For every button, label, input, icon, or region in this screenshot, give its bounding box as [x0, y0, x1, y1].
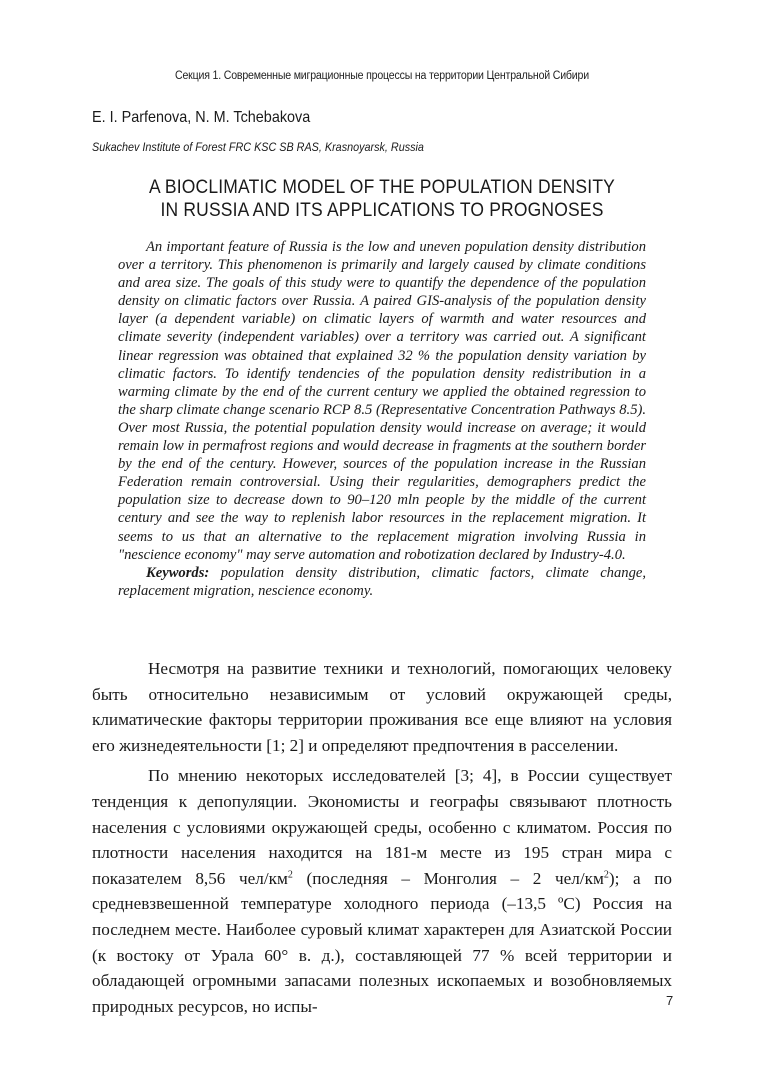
body-paragraph-1: Несмотря на развитие техники и технологий, помогающих человеку быть относительно независимым от условий окружающей среды, климатические факторы территории проживания все еще влияют на условия его жизнедеятельности [1; 2] и определяют предпочтения в расселении.: [92, 659, 672, 755]
paragraph-2-part-2: (последняя – Монголия – 2 чел/км: [292, 868, 604, 888]
title-line-1: A BIOCLIMATIC MODEL OF THE POPULATION DENSITY: [148, 177, 616, 198]
running-head: Секция 1. Современные миграционные процессы на территории Центральной Сибири: [175, 70, 589, 82]
paragraph-2-part-3: ); а по средневзвешенной температуре холодного периода (–13,5 ºС) Россия на последнем месте. Наиболее суровый климат характерен для Азиатской России (к востоку от Урала 60° в. д.), составляющей 77 % всей территории и обладающей огромными запасами полезных ископаемых и возобновляемых природных ресурсов, но испы-: [92, 868, 672, 1016]
paper-title: [0, 176, 764, 222]
title-line-2: IN RUSSIA AND ITS APPLICATIONS TO PROGNOSES: [160, 200, 604, 221]
body-text: [92, 656, 672, 1024]
paragraph-2-part-1: По мнению некоторых исследователей [3; 4], в России существует тенденция к депопуляции. Экономисты и географы связывают плотность населения с условиями окружающей среды, особенно с климатом. Россия по плотности населения находится на 181-м месте из 195 стран мира с показателем 8,56 чел/км: [92, 766, 672, 888]
authors: E. I. Parfenova, N. M. Tchebakova: [92, 109, 311, 126]
keywords-label: Keywords:: [146, 564, 210, 581]
superscript-2: 2: [603, 869, 609, 881]
affiliation: Sukachev Institute of Forest FRC KSC SB RAS, Krasnoyarsk, Russia: [92, 140, 424, 154]
body-paragraph-2: [92, 763, 672, 1019]
keywords: [118, 564, 646, 600]
abstract: [118, 238, 646, 600]
superscript-1: 2: [287, 869, 293, 881]
abstract-text: An important feature of Russia is the low and uneven population density distribution over a territory. This phenomenon is primarily and largely caused by climate conditions and area size. The goals of this study were to quantify the dependence of the population density on climatic factors over Russia. A paired GIS-analysis of the population density layer (a dependent variable) on climatic layers of warmth and water resources and climate severity (independent variables) over a territory was carried out. A significant linear regression was obtained that explained 32 % the population density variation by climatic factors. To identify tendencies of the population density redistribution in a warming climate by the end of the current century we applied the obtained regression to the sharp climate change scenario RCP 8.5 (Representative Concentration Pathways 8.5). Over most Russia, the potential population density would increase on average; it would remain low in permafrost regions and would decrease in fragments at the southern border by the end of the century. However, sources of the population increase in the Russian Federation remain controversial. Using their regularities, demographers predict the population size to decrease down to 90–120 mln people by the middle of the current century and see the way to replenish labor resources in the replacement migration. It seems to us that an alternative to the replacement migration involving Russia in "nescience economy" may serve automation and robotization declared by Industry-4.0.: [118, 239, 646, 563]
keywords-list: population density distribution, climatic factors, climate change, replacement migration, nescience economy.: [118, 564, 646, 599]
page-number: 7: [666, 993, 674, 1008]
